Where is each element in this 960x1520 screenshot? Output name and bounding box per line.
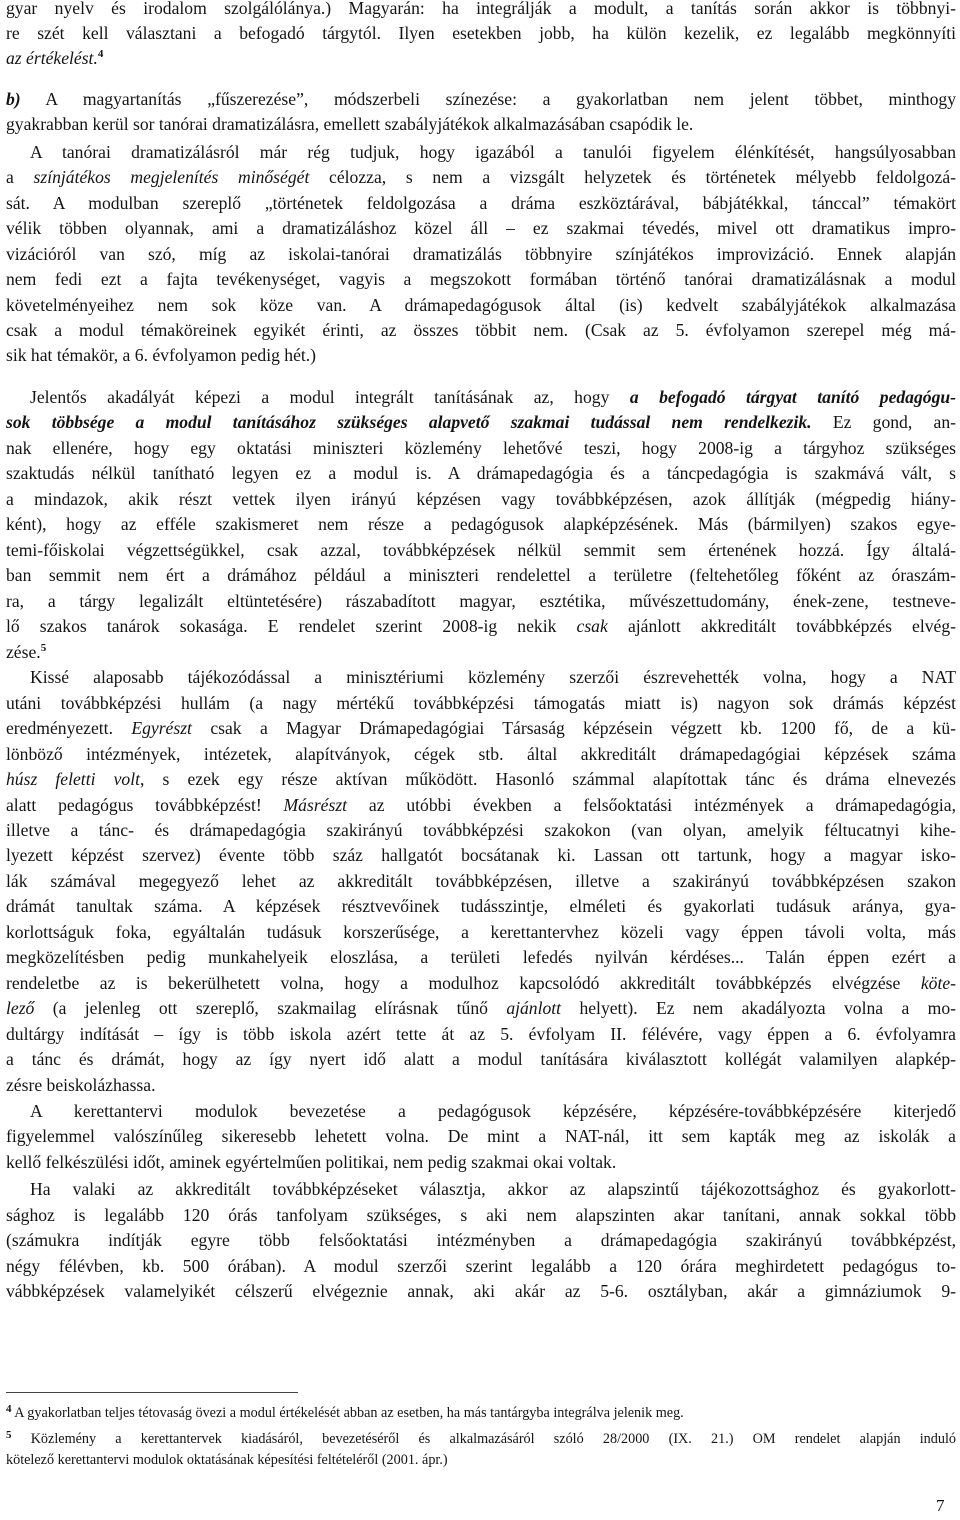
italic-phrase: csak — [576, 616, 608, 636]
footnote-text: A gyakorlatban teljes tétovaság övezi a modul értékelését abban az esetben, ha más tantárgyba integrálva jelenik meg. — [14, 1405, 684, 1421]
text-line: lönböző intézmények, intézetek, alapítványok, cégek stb. által akkreditált drámapedagógiai képzések száma — [6, 744, 956, 764]
text-line: szaktudás nélkül tanítható legyen ez a modul is. A drámapedagógia és a táncpedagógia is szakmává vált, s — [6, 463, 956, 483]
text-line: temi-főiskolai végzettségükkel, csak azzal, továbbképzések nélkül semmit sem értenének hozzá. Így általá- — [6, 540, 956, 560]
text-span: (a jelenleg ott szereplő, szakmailag elírásnak tűnő — [52, 998, 488, 1018]
text-line: csak a modul témaköreinek egyikét érinti, az összes többit nem. (Csak az 5. évfolyamon szerepel még má- — [6, 320, 956, 340]
text-line — [6, 767, 956, 792]
text-line: sik hat témakör, a 6. évfolyamon pedig hét.) — [6, 345, 317, 365]
footnote-separator — [6, 1392, 298, 1393]
text-span: ajánlott akkreditált továbbképzés elvég- — [627, 616, 957, 636]
italic-phrase: húsz feletti volt — [6, 769, 140, 789]
text-line: gyakrabban kerül sor tanórai dramatizálásra, emellett szabályjátékok alkalmazásában csapódik le. — [6, 114, 694, 134]
text-line: A tanórai dramatizálásról már rég tudjuk, hogy igazából a tanulói figyelem élénkítését, hangsúlyosabban — [30, 142, 956, 162]
footnote-number: 5 — [6, 1429, 12, 1441]
text-line: ra, a tárgy legalizált eltüntetésére) rászabadított magyar, esztétika, művészettudomány, ének-zene, testneve- — [6, 591, 956, 611]
text-line: A kerettantervi modulok bevezetése a pedagógusok képzésére, képzésére-továbbképzésére kiterjedő — [30, 1101, 956, 1121]
text-span: zése. — [6, 642, 41, 662]
emphasis-phrase: a befogadó tárgyat tanító pedagógu- — [629, 387, 957, 407]
emphasis-phrase: sok többsége a modul tanításához szükséges alapvető szakmai tudással nem rendelkezik. — [6, 412, 812, 432]
text-line: sát. A modulban szereplő „történetek feldolgozása a dráma eszköztárával, bábjátékkal, tánccal” témakört — [6, 193, 956, 213]
text-line: megközelítésben pedig munkahelyeik eloszlása, a területi lefedés nyilván kérdéses... Talán éppen ezért a — [6, 947, 956, 967]
footnote-text: Közlemény a kerettantervek kiadásáról, bevezetéséről és alkalmazásáról szóló 28/2000 (IX. 21.) OM rendelet alapján induló — [30, 1431, 956, 1447]
text-line — [6, 793, 956, 818]
text-line: vábbképzések valamelyikét célszerű elvégeznie annak, aki akár az 5-6. osztályban, akár a gimnáziumok 9- — [6, 1281, 956, 1301]
text-line — [6, 640, 956, 665]
text-span: csak a Magyar Drámapedagógiai Társaság képzésein végzett kb. 1200 fő, de a kü- — [210, 718, 956, 738]
footnote — [6, 1403, 956, 1423]
italic-phrase: az értékelést. — [6, 48, 98, 68]
text-span: eredményezett. — [6, 718, 113, 738]
footnote-ref: 5 — [40, 642, 47, 654]
text-line — [6, 996, 956, 1021]
text-line: figyelemmel valószínűleg sikeresebb lehetett volna. De mint a NAT-nál, itt sem kapták meg az iskolák a — [6, 1126, 956, 1146]
footnote-continuation: kötelező kerettantervi modulok oktatásának képesítési feltételéről (2001. ápr.) — [6, 1452, 448, 1468]
text-line — [6, 385, 956, 410]
footnote — [6, 1429, 956, 1449]
text-span: Jelentős akadályát képezi a modul integrált tanításának az, hogy — [30, 387, 610, 407]
text-line: korlottságuk foka, egyáltalán tudásuk korszerűsége, a kerettantervhez közeli vagy éppen távoli volta, más — [6, 922, 956, 942]
text-line: a tánc és drámát, hogy az így nyert idő alatt a modul tanítására kiválasztott kollégát valamilyen alapkép- — [6, 1049, 956, 1069]
text-span: , s ezek egy része aktívan működött. Hasonló számmal alapítottak tánc és dráma elnevezés — [139, 769, 956, 789]
text-line: a mindazok, akik részt vettek ilyen irányú képzésen vagy továbbképzésen, azok állítják (mégpedig hiány- — [6, 489, 956, 509]
text-line: lyezett képzést szervez) évente több száz hallgatót bocsátanak ki. Lassan ott tartunk, hogy a magyar isko- — [6, 845, 956, 865]
italic-phrase: színjátékos megjelenítés minőségét — [33, 167, 310, 187]
text-span: lő szakos tanárok sokasága. E rendelet szerint 2008-ig nekik — [6, 616, 557, 636]
text-line: drámát tanultak száma. A képzések résztvevőinek tudásszintje, elméleti és gyakorlati tudásuk aránya, gya- — [6, 896, 956, 916]
text-span: Ez gond, an- — [832, 412, 956, 432]
text-line: b) A magyartanítás „fűszerezése”, módszerbeli színezése: a gyakorlatban nem jelent többet, minthogy — [6, 89, 956, 109]
italic-phrase: ajánlott — [506, 998, 562, 1018]
text-span: alatt pedagógus továbbképzést! — [6, 795, 262, 815]
text-line: ban semmit nem ért a drámához például a miniszteri rendelettel a területre (feltehetőleg főként az óraszám- — [6, 565, 956, 585]
text-line: zésre beiskolázhassa. — [6, 1075, 156, 1095]
list-marker: b) — [6, 89, 21, 109]
text-line: vélik többen olyannak, ami a dramatizáláshoz közel áll – ez szakmai tévedés, mivel ott dramatikus impro- — [6, 218, 956, 238]
text-line — [6, 716, 956, 741]
italic-phrase: Egyrészt — [131, 718, 192, 738]
text-line: utáni továbbképzési hullám (a nagy mértékű továbbképzési támogatás miatt is) nagyon sok drámás képzést — [6, 693, 956, 713]
footnote-ref: 4 — [97, 48, 104, 60]
text-line: gyar nyelv és irodalom szolgálólánya.) Magyarán: ha integrálják a modult, a tanítás során akkor is többnyi- — [6, 0, 956, 18]
italic-phrase: Másrészt — [283, 795, 348, 815]
text-line: Ha valaki az akkreditált továbbképzéseket választja, akkor az alapszintű tájékozottsághoz és gyakorlott- — [30, 1179, 956, 1199]
italic-phrase: köte- — [920, 973, 957, 993]
text-line: négy félévben, kb. 500 órában). A modul szerzői szerint legalább a 120 órára meghirdetett pedagógus to- — [6, 1256, 956, 1276]
text-line — [6, 410, 956, 435]
text-line: illetve a tánc- és drámapedagógia szakirányú továbbképzési szakokon (van olyan, amelyik féltucatnyi kihe- — [6, 820, 956, 840]
text-line: nak ellenére, hogy egy oktatási miniszteri közlemény lehetővé teszi, hogy 2008-ig a tárgyhoz szükséges — [6, 438, 956, 458]
text-line: nem fedi ezt a fajta tevékenységet, vagyis a megszokott formában történő tanórai dramatizálásnak a modul — [6, 269, 956, 289]
text-line: re szét kell választani a befogadó tárgytól. Ilyen esetekben jobb, ha külön kezelik, ez legalább megkönnyíti — [6, 23, 956, 43]
text-line: lák számával megegyező lehet az akkreditált továbbképzésen, illetve a szakirányú továbbképzésen szakon — [6, 871, 956, 891]
text-line: dultárgy indítását – így is több iskola azért tette át az 5. évfolyam II. félévére, vagy éppen a 6. évfolyamra — [6, 1024, 956, 1044]
footnote-number: 4 — [6, 1403, 12, 1415]
text-line: ként), hogy az efféle szakismeret nem része a pedagógusok alapképzésének. Más (bármilyen) szakos egye- — [6, 514, 956, 534]
text-span: rendeletbe az is bekerülhetett volna, hogy a modulhoz kapcsolódó akkreditált továbbképzés elvégzése — [6, 973, 901, 993]
text-line: követelményeihez nem sok köze van. A drámapedagógusok által (is) kedvelt szabályjátékok alkalmazása — [6, 295, 956, 315]
text-line — [6, 971, 956, 996]
text-line: sághoz is legalább 120 órás tanfolyam szükséges, s aki nem alapszinten akar tanítani, annak sokkal több — [6, 1205, 956, 1225]
text-span: az utóbbi években a felsőoktatási intézmények a drámapedagógia, — [368, 795, 957, 815]
text-line: kellő felkészülési időt, aminek egyértelműen politikai, nem pedig szakmai okai voltak. — [6, 1152, 617, 1172]
text-line: (számukra indítják egyre több felsőoktatási intézményben a drámapedagógia szakirányú továbbképzést, — [6, 1230, 956, 1250]
italic-phrase: lező — [6, 998, 35, 1018]
text-span: helyett). Ez nem akadályozta volna a mo- — [579, 998, 956, 1018]
text-line — [6, 614, 956, 639]
page-number: 7 — [936, 1496, 945, 1515]
text-line: vizációról van szó, míg az iskolai-tanórai dramatizálás többnyire színjátékos improvizáció. Ennek alapján — [6, 244, 956, 264]
text-line — [6, 46, 956, 71]
text-line: Kissé alaposabb tájékozódással a minisztériumi közlemény szerzői észrevehették volna, hogy a NAT — [30, 667, 956, 687]
text-line: a színjátékos megjelenítés minőségét célozza, s nem a vizsgált helyzetek és történetek mélyebb feldolgozá- — [6, 167, 956, 187]
